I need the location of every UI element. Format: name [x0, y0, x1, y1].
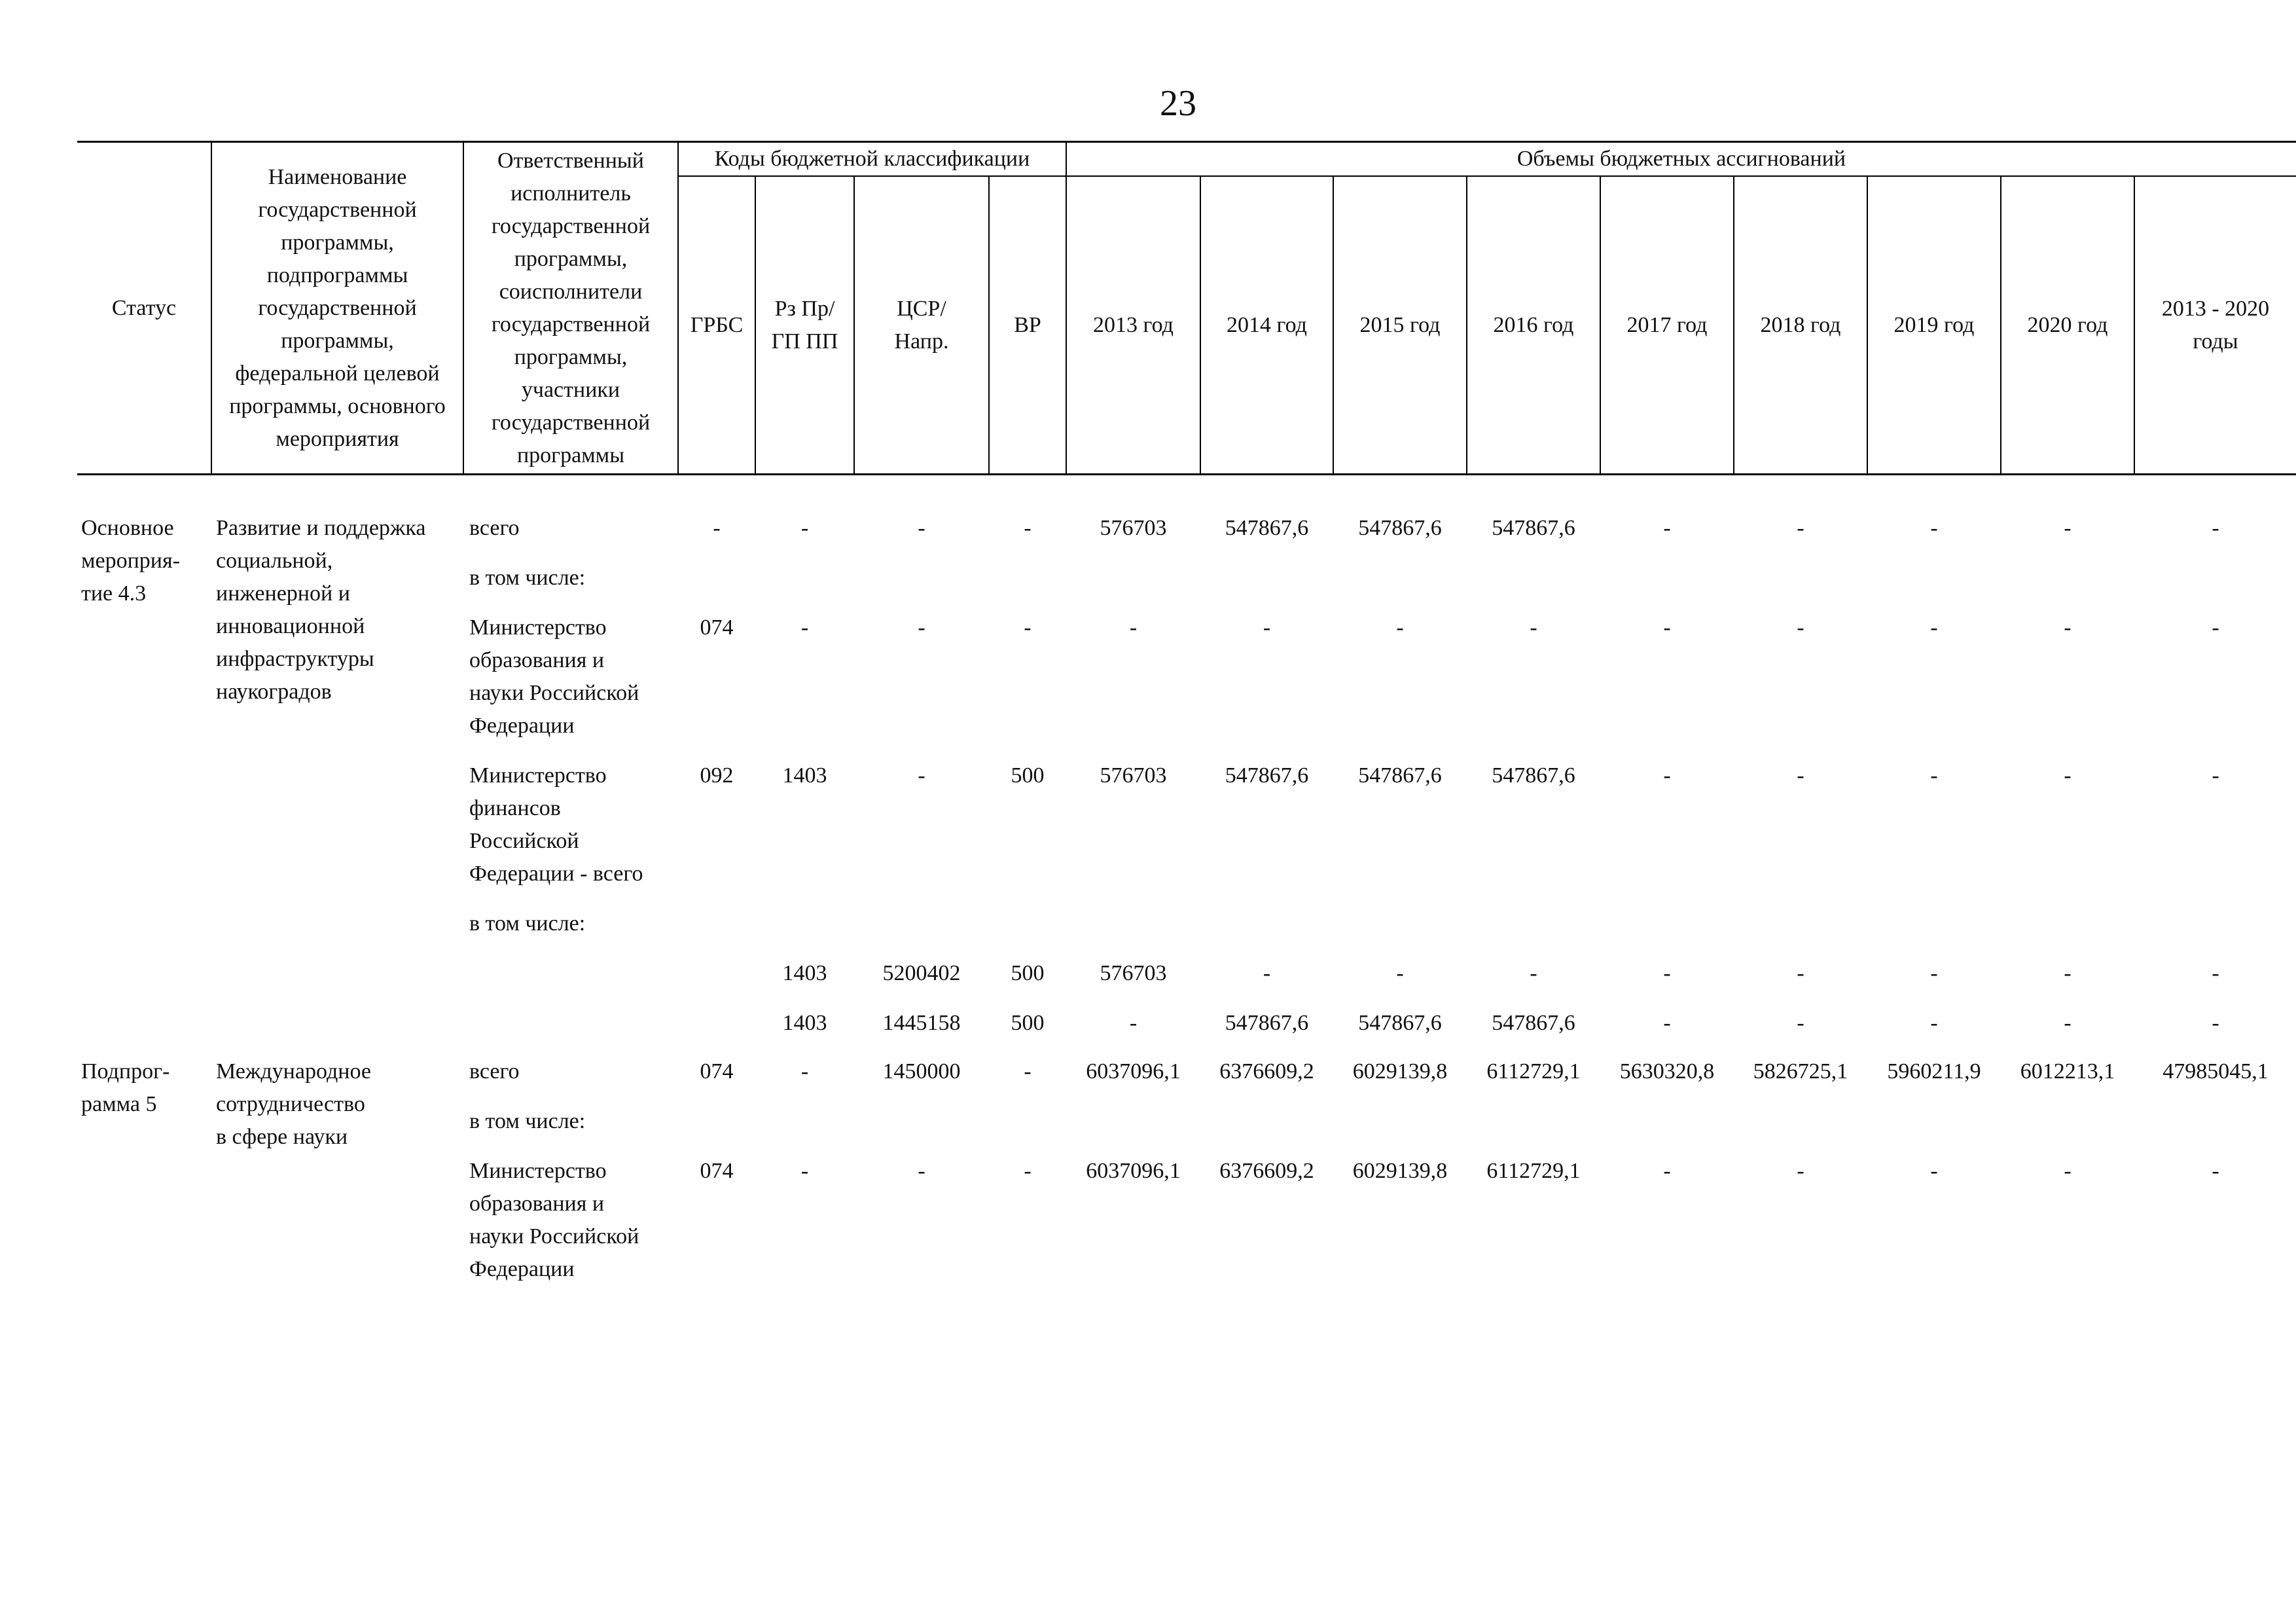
value-cell: -: [1930, 1159, 1938, 1183]
header-year: 2017 год: [1626, 312, 1708, 337]
page-number: 23: [1160, 83, 1196, 124]
code-cell: -: [918, 763, 925, 788]
value-cell: -: [1797, 615, 1804, 640]
code-cell: 1403: [782, 1011, 827, 1035]
code-cell: -: [713, 516, 721, 540]
value-cell: -: [2212, 961, 2219, 985]
responsible-cell: всего: [469, 1059, 520, 1084]
code-cell: 1403: [782, 763, 827, 788]
code-cell: 500: [1011, 961, 1045, 985]
value-cell: -: [2064, 516, 2072, 540]
responsible-cell: в том числе:: [469, 1109, 586, 1133]
header-year: 2014 год: [1227, 312, 1307, 337]
code-cell: -: [1024, 615, 1031, 640]
value-cell: 547867,6: [1358, 516, 1442, 540]
value-cell: 547867,6: [1225, 516, 1309, 540]
value-cell: 547867,6: [1492, 763, 1575, 788]
code-cell: 1450000: [882, 1059, 961, 1084]
code-cell: 5200402: [882, 961, 961, 985]
value-cell: -: [1129, 615, 1138, 640]
value-cell: -: [1930, 1011, 1938, 1035]
value-cell: -: [2212, 1159, 2219, 1183]
value-cell: 47985045,1: [2162, 1059, 2269, 1084]
code-cell: -: [800, 615, 809, 640]
value-cell: -: [1530, 615, 1537, 640]
value-cell: -: [2212, 516, 2219, 540]
header-vr: ВР: [1014, 312, 1041, 337]
header-rzpr: Рз Пр/ ГП ПП: [771, 296, 838, 354]
value-cell: 547867,6: [1492, 516, 1575, 540]
status-cell: Подпрог- рамма 5: [81, 1059, 170, 1116]
value-cell: -: [1797, 961, 1804, 985]
value-cell: -: [2064, 763, 2072, 788]
code-cell: 500: [1011, 1011, 1045, 1035]
responsible-cell: Министерство образования и науки Российской Федерации: [469, 1159, 639, 1281]
value-cell: -: [2064, 961, 2072, 985]
value-cell: -: [1797, 1011, 1804, 1035]
code-cell: 074: [700, 615, 734, 640]
header-csr: ЦСР/ Напр.: [894, 296, 949, 354]
code-cell: -: [1024, 1159, 1031, 1183]
value-cell: 6112729,1: [1486, 1159, 1581, 1183]
value-cell: -: [1797, 516, 1804, 540]
code-cell: -: [918, 615, 925, 640]
value-cell: -: [1930, 763, 1938, 788]
code-cell: 092: [700, 763, 734, 788]
header-year: 2018 год: [1760, 312, 1841, 337]
value-cell: 576703: [1100, 961, 1167, 985]
value-cell: 5960211,9: [1887, 1059, 1981, 1084]
code-cell: -: [1024, 1059, 1031, 1084]
responsible-cell: в том числе:: [469, 566, 586, 590]
value-cell: 6037096,1: [1086, 1159, 1181, 1183]
name-cell: Международное сотрудничество в сфере науки: [216, 1059, 371, 1149]
header-year: 2013 год: [1093, 312, 1174, 337]
value-cell: -: [2064, 1011, 2072, 1035]
value-cell: -: [2064, 1159, 2072, 1183]
value-cell: -: [1663, 961, 1671, 985]
header-grbs: ГРБС: [690, 312, 744, 337]
value-cell: 547867,6: [1225, 763, 1309, 788]
code-cell: 074: [700, 1059, 734, 1084]
header-responsible: Ответственный исполнитель государственной программы, соисполнители государственной программы, участники государственной программы: [491, 148, 651, 467]
value-cell: -: [1663, 516, 1671, 540]
value-cell: 5826725,1: [1753, 1059, 1848, 1084]
header-year: 2020 год: [2027, 312, 2108, 337]
value-cell: -: [1797, 763, 1804, 788]
status-cell: Основное мероприя- тие 4.3: [81, 516, 180, 606]
value-cell: -: [1930, 615, 1938, 640]
value-cell: -: [1663, 1011, 1671, 1035]
name-cell: Развитие и поддержка социальной, инженерной и инновационной инфраструктуры наукоградов: [216, 516, 426, 704]
code-cell: 1445158: [882, 1011, 961, 1035]
value-cell: -: [1263, 615, 1271, 640]
value-cell: 547867,6: [1492, 1011, 1575, 1035]
code-cell: 500: [1011, 763, 1045, 788]
header-year: 2019 год: [1893, 312, 1975, 337]
table-header: [0, 0, 2296, 484]
value-cell: 6037096,1: [1086, 1059, 1181, 1084]
value-cell: -: [1396, 615, 1404, 640]
value-cell: 576703: [1100, 763, 1167, 788]
code-cell: -: [800, 516, 809, 540]
value-cell: -: [1663, 1159, 1671, 1183]
header-name: Наименование государственной программы, подпрограммы государственной программы, федеральной целевой программы, основного мероприятия: [229, 164, 446, 451]
code-cell: 074: [700, 1159, 734, 1183]
code-cell: -: [800, 1059, 809, 1084]
value-cell: -: [1797, 1159, 1804, 1183]
code-cell: -: [800, 1159, 809, 1183]
value-cell: -: [2212, 1011, 2219, 1035]
value-cell: -: [2212, 615, 2219, 640]
value-cell: -: [1263, 961, 1271, 985]
value-cell: 547867,6: [1358, 763, 1442, 788]
value-cell: 6112729,1: [1486, 1059, 1581, 1084]
value-cell: -: [2064, 615, 2072, 640]
header-year: 2015 год: [1359, 312, 1441, 337]
header-status: Статус: [111, 295, 177, 320]
header-year: 2016 год: [1493, 312, 1574, 337]
value-cell: 6376609,2: [1219, 1159, 1314, 1183]
header-codes-group: Коды бюджетной классификации: [714, 147, 1030, 171]
value-cell: -: [1930, 961, 1938, 985]
value-cell: -: [1930, 516, 1938, 540]
code-cell: -: [918, 516, 925, 540]
code-cell: 1403: [782, 961, 827, 985]
code-cell: -: [918, 1159, 925, 1183]
value-cell: -: [1530, 961, 1537, 985]
value-cell: -: [2212, 763, 2219, 788]
value-cell: 576703: [1100, 516, 1167, 540]
value-cell: 5630320,8: [1619, 1059, 1715, 1084]
responsible-cell: всего: [469, 516, 520, 540]
code-cell: -: [1024, 516, 1031, 540]
value-cell: -: [1129, 1011, 1138, 1035]
value-cell: 547867,6: [1225, 1011, 1309, 1035]
header-year-total: 2013 - 2020 годы: [2161, 296, 2270, 354]
responsible-cell: Министерство образования и науки Российской Федерации: [469, 615, 639, 738]
header-bottom-rule: [77, 473, 2296, 475]
value-cell: 547867,6: [1358, 1011, 1442, 1035]
header-volumes-group: Объемы бюджетных ассигнований: [1516, 147, 1846, 171]
value-cell: 6029139,8: [1352, 1159, 1448, 1183]
value-cell: -: [1663, 615, 1671, 640]
value-cell: 6376609,2: [1219, 1059, 1314, 1084]
value-cell: 6012213,1: [2020, 1059, 2115, 1084]
value-cell: 6029139,8: [1352, 1059, 1448, 1084]
value-cell: -: [1396, 961, 1404, 985]
value-cell: -: [1663, 763, 1671, 788]
responsible-cell: в том числе:: [469, 911, 586, 936]
responsible-cell: Министерство финансов Российской Федерации - всего: [469, 763, 643, 886]
